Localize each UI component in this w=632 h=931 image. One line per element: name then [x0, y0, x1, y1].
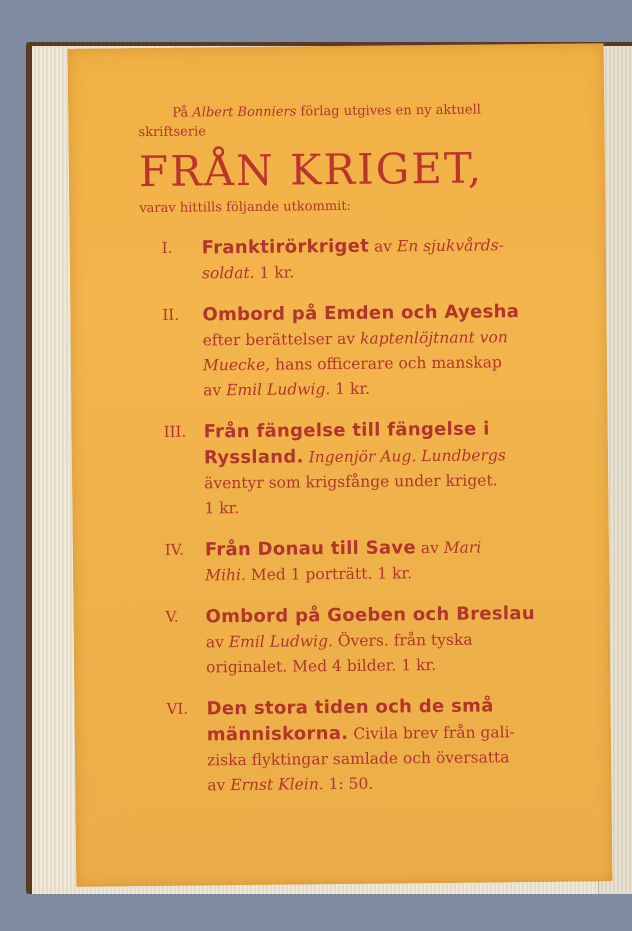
- entry-author: Muecke,: [202, 355, 271, 375]
- entry-text: äventyr som krigsfånge under kriget.: [204, 471, 498, 493]
- entry-6: [144, 693, 545, 799]
- series-title: FRÅN KRIGET,: [138, 143, 484, 197]
- entry-author: En sjukvårds-: [396, 236, 504, 256]
- entry-title: Från fängelse till fängelse i: [203, 418, 490, 443]
- entry-title: Från Donau till Save: [204, 537, 417, 561]
- entry-1: [140, 232, 541, 287]
- entry-author: Mari: [443, 538, 482, 557]
- entry-author: Emil Ludwig.: [226, 380, 331, 400]
- intro-publisher: Albert Bonniers: [192, 104, 297, 121]
- entry-numeral: III.: [163, 422, 187, 441]
- entry-2: [140, 299, 541, 404]
- intro-line-2: skriftserie: [138, 124, 206, 141]
- entry-numeral: IV.: [164, 540, 184, 559]
- entry-title-cont: Ryssland.: [203, 446, 304, 469]
- entry-text: av: [203, 381, 227, 400]
- entry-text: Civila brev från gali-: [348, 723, 515, 743]
- entry-text: hans officerare och manskap: [270, 353, 502, 374]
- page-content: [138, 100, 545, 815]
- entry-title: Franktirörkriget: [201, 235, 370, 259]
- entry-numeral: V.: [165, 607, 179, 626]
- entry-title: Den stora tiden och de små: [206, 695, 494, 720]
- intro-rest: förlag utgives en ny aktuell: [300, 102, 481, 120]
- entry-text: av: [205, 633, 229, 652]
- entry-author: Ernst Klein.: [230, 775, 324, 795]
- entry-author: soldat.: [201, 263, 255, 283]
- entry-price: Med 1 porträtt. 1 kr.: [245, 564, 413, 584]
- entry-author: Emil Ludwig.: [228, 632, 334, 652]
- entry-title-cont: människorna.: [206, 722, 349, 746]
- entry-5: [143, 601, 544, 681]
- entry-price: 1: 50.: [323, 774, 374, 794]
- entry-author: Ingenjör Aug. Lundbergs: [308, 446, 506, 467]
- entry-text: ziska flyktingar samlade och översatta: [206, 748, 510, 770]
- entry-price: originalet. Med 4 bilder. 1 kr.: [206, 656, 437, 677]
- entry-numeral: II.: [162, 305, 180, 324]
- entry-text: av: [415, 538, 444, 558]
- book-page: [68, 43, 613, 887]
- entry-3: [142, 416, 543, 522]
- entry-title: Ombord på Emden och Ayesha: [202, 301, 520, 326]
- series-subline: varav hittills följande utkommit:: [139, 198, 351, 217]
- entry-numeral: I.: [161, 238, 173, 257]
- entry-text: Övers. från tyska: [332, 630, 473, 651]
- entry-price: 1 kr.: [254, 263, 295, 282]
- entry-text: efter berättelser av: [202, 329, 361, 350]
- intro-prefix: På: [172, 105, 189, 121]
- entry-price: 1 kr.: [204, 499, 240, 518]
- entry-author: Mihi.: [205, 565, 246, 585]
- entry-price: 1 kr.: [330, 379, 371, 399]
- entry-4: [143, 534, 544, 589]
- entry-title: Ombord på Goeben och Breslau: [205, 602, 536, 628]
- entry-author: kaptenlöjtnant von: [359, 328, 508, 348]
- entry-numeral: VI.: [166, 699, 189, 718]
- entry-text: av: [207, 776, 231, 795]
- entry-text: av: [368, 237, 398, 256]
